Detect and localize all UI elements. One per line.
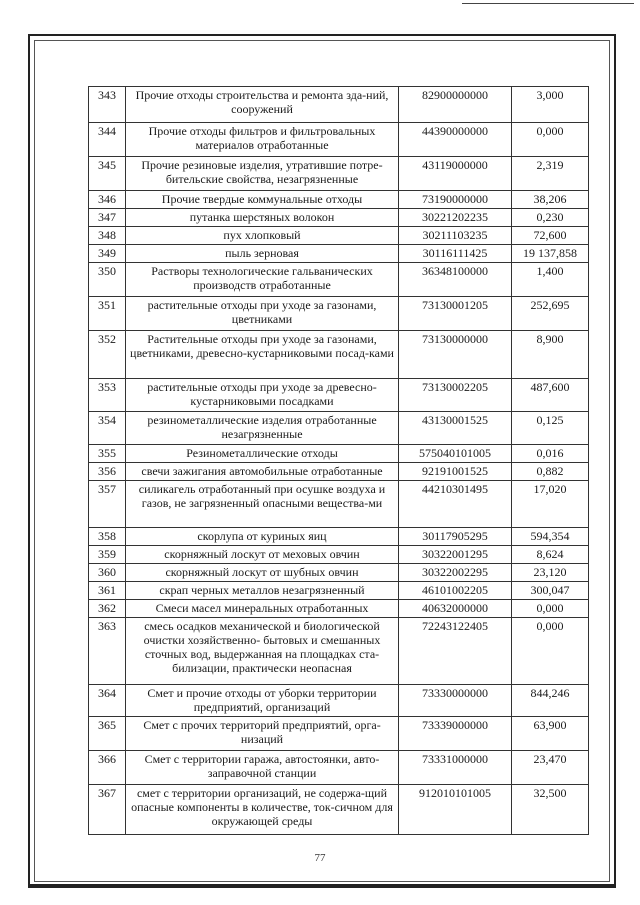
row-number: 366: [89, 751, 126, 785]
table-row: [89, 546, 589, 564]
top-edge-line: [462, 3, 634, 4]
waste-code: 46101002205: [399, 582, 512, 600]
waste-code: 912010101005: [399, 785, 512, 835]
waste-code: 82900000000: [399, 87, 512, 123]
table-row: [89, 412, 589, 445]
row-number: 365: [89, 717, 126, 751]
waste-name: резинометаллические изделия отработанные незагрязненные: [126, 412, 399, 445]
waste-amount: 0,125: [512, 412, 589, 445]
waste-name: Смет с прочих территорий предприятий, орга-низаций: [126, 717, 399, 751]
row-number: 343: [89, 87, 126, 123]
table-row: [89, 227, 589, 245]
row-number: 362: [89, 600, 126, 618]
waste-amount: 2,319: [512, 157, 589, 191]
waste-amount: 72,600: [512, 227, 589, 245]
row-number: 348: [89, 227, 126, 245]
waste-name: Смет и прочие отходы от уборки территории предприятий, организаций: [126, 685, 399, 717]
row-number: 359: [89, 546, 126, 564]
row-number: 357: [89, 481, 126, 528]
waste-name: силикагель отработанный при осушке воздуха и газов, не загрязненный опасными вещества-ми: [126, 481, 399, 528]
waste-code: 73130001205: [399, 297, 512, 331]
waste-amount: 0,000: [512, 618, 589, 685]
waste-name: Прочие твердые коммунальные отходы: [126, 191, 399, 209]
waste-code: 92191001525: [399, 463, 512, 481]
waste-table: [88, 86, 589, 835]
waste-code: 44210301495: [399, 481, 512, 528]
waste-code: 575040101005: [399, 445, 512, 463]
waste-code: 73190000000: [399, 191, 512, 209]
waste-code: 43119000000: [399, 157, 512, 191]
waste-code: 73331000000: [399, 751, 512, 785]
waste-code: 30221202235: [399, 209, 512, 227]
waste-name: Растворы технологические гальванических производств отработанные: [126, 263, 399, 297]
waste-name: Растительные отходы при уходе за газонами, цветниками, древесно-кустарниковыми посад-ками: [126, 331, 399, 379]
table-row: [89, 564, 589, 582]
waste-name: скорняжный лоскут от шубных овчин: [126, 564, 399, 582]
waste-table-body: [89, 87, 589, 835]
table-row: [89, 481, 589, 528]
waste-name: растительные отходы при уходе за древесно-кустарниковыми посадками: [126, 379, 399, 412]
waste-amount: 23,470: [512, 751, 589, 785]
table-row: [89, 191, 589, 209]
table-row: [89, 157, 589, 191]
row-number: 360: [89, 564, 126, 582]
waste-amount: 8,900: [512, 331, 589, 379]
waste-name: пыль зерновая: [126, 245, 399, 263]
waste-code: 73130000000: [399, 331, 512, 379]
waste-name: Прочие резиновые изделия, утратившие потре-бительские свойства, незагрязненные: [126, 157, 399, 191]
waste-amount: 32,500: [512, 785, 589, 835]
waste-amount: 63,900: [512, 717, 589, 751]
waste-code: 30117905295: [399, 528, 512, 546]
table-row: [89, 245, 589, 263]
row-number: 355: [89, 445, 126, 463]
row-number: 349: [89, 245, 126, 263]
table-row: [89, 87, 589, 123]
row-number: 345: [89, 157, 126, 191]
waste-name: смет с территории организаций, не содержа-щий опасные компоненты в количестве, ток-сичном для окружающей среды: [126, 785, 399, 835]
table-row: [89, 463, 589, 481]
table-row: [89, 123, 589, 157]
row-number: 354: [89, 412, 126, 445]
waste-amount: 8,624: [512, 546, 589, 564]
table-row: [89, 785, 589, 835]
row-number: 361: [89, 582, 126, 600]
waste-amount: 0,016: [512, 445, 589, 463]
page-number: 77: [314, 852, 326, 864]
waste-amount: 19 137,858: [512, 245, 589, 263]
row-number: 346: [89, 191, 126, 209]
row-number: 363: [89, 618, 126, 685]
row-number: 356: [89, 463, 126, 481]
waste-code: 40632000000: [399, 600, 512, 618]
waste-amount: 17,020: [512, 481, 589, 528]
waste-amount: 0,000: [512, 123, 589, 157]
waste-code: 36348100000: [399, 263, 512, 297]
waste-name: Прочие отходы фильтров и фильтровальных материалов отработанные: [126, 123, 399, 157]
table-row: [89, 297, 589, 331]
waste-code: 30322001295: [399, 546, 512, 564]
waste-amount: 594,354: [512, 528, 589, 546]
table-row: [89, 445, 589, 463]
waste-name: Смеси масел минеральных отработанных: [126, 600, 399, 618]
waste-amount: 3,000: [512, 87, 589, 123]
waste-code: 44390000000: [399, 123, 512, 157]
waste-code: 72243122405: [399, 618, 512, 685]
waste-amount: 0,882: [512, 463, 589, 481]
row-number: 344: [89, 123, 126, 157]
row-number: 352: [89, 331, 126, 379]
waste-amount: 844,246: [512, 685, 589, 717]
table-row: [89, 582, 589, 600]
waste-amount: 23,120: [512, 564, 589, 582]
row-number: 364: [89, 685, 126, 717]
table-row: [89, 263, 589, 297]
waste-code: 73339000000: [399, 717, 512, 751]
waste-name: Прочие отходы строительства и ремонта зда-ний, сооружений: [126, 87, 399, 123]
waste-code: 43130001525: [399, 412, 512, 445]
row-number: 347: [89, 209, 126, 227]
waste-amount: 0,230: [512, 209, 589, 227]
waste-amount: 252,695: [512, 297, 589, 331]
table-row: [89, 618, 589, 685]
table-row: [89, 528, 589, 546]
waste-name: путанка шерстяных волокон: [126, 209, 399, 227]
waste-code: 30322002295: [399, 564, 512, 582]
table-row: [89, 600, 589, 618]
waste-name: смесь осадков механической и биологической очистки хозяйственно- бытовых и смешанных сточных вод, выдержанная на площадках ста-билизации, практически неопасная: [126, 618, 399, 685]
waste-name: пух хлопковый: [126, 227, 399, 245]
waste-name: скрап черных металлов незагрязненный: [126, 582, 399, 600]
waste-code: 30116111425: [399, 245, 512, 263]
waste-name: скорлупа от куриных яиц: [126, 528, 399, 546]
row-number: 351: [89, 297, 126, 331]
row-number: 367: [89, 785, 126, 835]
waste-code: 73330000000: [399, 685, 512, 717]
waste-name: Резинометаллические отходы: [126, 445, 399, 463]
waste-code: 73130002205: [399, 379, 512, 412]
waste-code: 30211103235: [399, 227, 512, 245]
waste-amount: 300,047: [512, 582, 589, 600]
waste-amount: 487,600: [512, 379, 589, 412]
waste-name: Смет с территории гаража, автостоянки, авто-заправочной станции: [126, 751, 399, 785]
waste-amount: 0,000: [512, 600, 589, 618]
table-row: [89, 331, 589, 379]
table-row: [89, 209, 589, 227]
waste-amount: 1,400: [512, 263, 589, 297]
waste-name: скорняжный лоскут от меховых овчин: [126, 546, 399, 564]
table-row: [89, 717, 589, 751]
waste-name: свечи зажигания автомобильные отработанные: [126, 463, 399, 481]
table-row: [89, 685, 589, 717]
row-number: 358: [89, 528, 126, 546]
waste-amount: 38,206: [512, 191, 589, 209]
table-row: [89, 379, 589, 412]
waste-name: растительные отходы при уходе за газонами, цветниками: [126, 297, 399, 331]
table-row: [89, 751, 589, 785]
row-number: 353: [89, 379, 126, 412]
row-number: 350: [89, 263, 126, 297]
